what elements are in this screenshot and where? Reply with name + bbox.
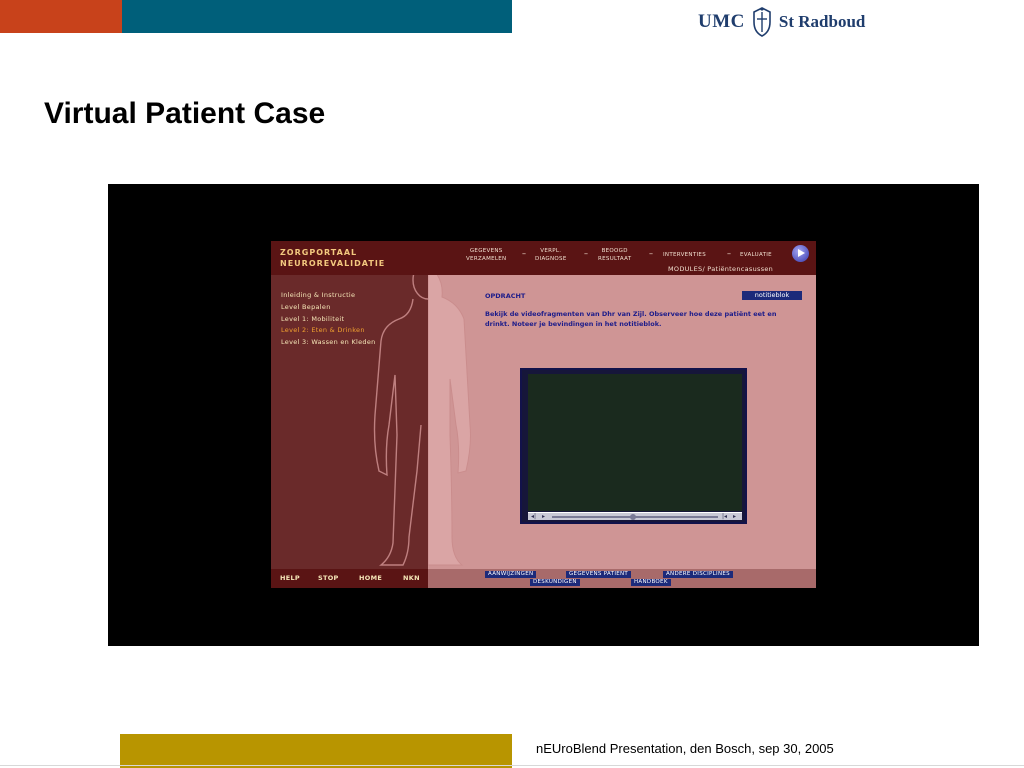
- nav-evaluatie[interactable]: [740, 251, 772, 259]
- home-link[interactable]: HOME: [359, 574, 383, 582]
- aanwijzingen-button[interactable]: AANWIJZINGEN: [485, 571, 536, 578]
- footer-text: nEUroBlend Presentation, den Bosch, sep 30, 2005: [536, 741, 834, 756]
- menu-level-bepalen[interactable]: Level Bepalen: [281, 303, 331, 311]
- menu-level-3-wassen-kleden[interactable]: Level 3: Wassen en Kleden: [281, 338, 376, 346]
- bottom-gold-bar: [120, 734, 512, 768]
- nkn-link[interactable]: NKN: [403, 574, 420, 582]
- video-seek-handle[interactable]: [630, 514, 636, 520]
- end-icon[interactable]: ▸: [733, 513, 737, 520]
- body-silhouette-right-icon: [428, 275, 488, 569]
- andere-disciplines-button[interactable]: ANDERE DISCIPLINES: [663, 571, 733, 578]
- stop-link[interactable]: STOP: [318, 574, 339, 582]
- nav-gegevens-verzamelen[interactable]: [466, 247, 506, 263]
- play-icon[interactable]: ▸: [542, 513, 546, 520]
- nav-label-line2: RESULTAAT: [598, 256, 632, 262]
- help-link[interactable]: HELP: [280, 574, 300, 582]
- nav-separator: –: [649, 249, 653, 258]
- logo-radboud-text: St Radboud: [778, 12, 866, 31]
- top-orange-bar: [0, 0, 122, 33]
- app-title-line1: ZORGPORTAAL: [280, 248, 358, 257]
- slide-title: Virtual Patient Case: [44, 97, 326, 130]
- instruction-text: Bekijk de videofragmenten van Dhr van Zijl. Observeer hoe deze patiënt eet en drinkt. Noteer je bevindingen in het notitieblok.: [485, 310, 777, 328]
- nav-label-line1: EVALUATIE: [740, 252, 772, 258]
- nav-label-line1: GEGEVENS: [469, 248, 503, 254]
- menu-inleiding-instructie[interactable]: Inleiding & Instructie: [281, 291, 356, 299]
- footer-divider: [0, 765, 1024, 766]
- video-screen[interactable]: [528, 374, 742, 511]
- video-player: [520, 368, 747, 524]
- nav-label-line1: INTERVENTIES: [663, 252, 706, 258]
- bottom-bar: [271, 569, 816, 588]
- rewind-icon[interactable]: ◂|: [531, 513, 537, 520]
- deskundigen-button[interactable]: DESKUNDIGEN: [530, 579, 580, 586]
- gegevens-patient-button[interactable]: GEGEVENS PATIENT: [566, 571, 631, 578]
- menu-level-1-mobiliteit[interactable]: Level 1: Mobiliteit: [281, 315, 345, 323]
- nav-beoogd-resultaat[interactable]: [598, 247, 631, 263]
- nav-verpl-diagnose[interactable]: [535, 247, 567, 263]
- left-sidebar: [271, 275, 428, 569]
- nav-label-line2: DIAGNOSE: [535, 256, 567, 262]
- nav-separator: –: [584, 249, 588, 258]
- nav-label-line1: BEOOGD: [601, 248, 628, 254]
- app-header: [271, 241, 816, 275]
- nav-label-line2: VERZAMELEN: [466, 256, 507, 262]
- virtual-patient-app: [271, 241, 816, 588]
- nav-separator: –: [727, 249, 731, 258]
- umc-st-radboud-logo: [698, 4, 865, 40]
- bottom-left-nav: [271, 569, 428, 588]
- menu-level-2-eten-drinken[interactable]: Level 2: Eten & Drinken: [281, 326, 365, 334]
- forward-icon[interactable]: |◂: [722, 513, 728, 520]
- top-teal-bar: [122, 0, 512, 33]
- nav-label-line1: VERPL.: [540, 248, 562, 254]
- app-title-line2: NEUROREVALIDATIE: [280, 259, 386, 268]
- opdracht-label: OPDRACHT: [485, 292, 526, 300]
- breadcrumb: MODULES/ Patiëntencasussen: [668, 265, 774, 273]
- nav-separator: –: [522, 249, 526, 258]
- handboek-button[interactable]: HANDBOEK: [631, 579, 671, 586]
- notitieblok-button[interactable]: notitieblok: [742, 291, 802, 300]
- nav-interventies[interactable]: [663, 251, 706, 259]
- app-title: [280, 247, 385, 269]
- play-arrow-button[interactable]: [792, 245, 809, 262]
- crest-icon: [750, 6, 774, 38]
- logo-umc-text: UMC: [698, 11, 745, 32]
- video-controls: [528, 512, 742, 520]
